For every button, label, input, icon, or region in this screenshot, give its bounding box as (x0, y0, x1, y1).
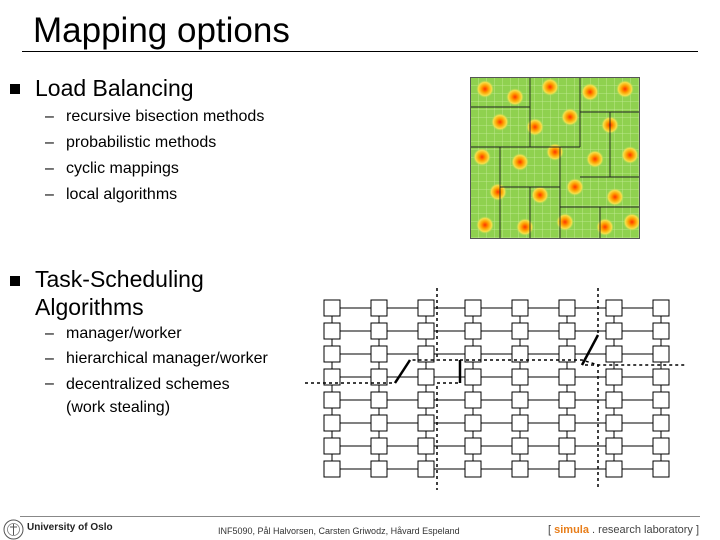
mesh-node (606, 438, 622, 454)
dash-icon: – (45, 160, 54, 177)
mesh-node (606, 346, 622, 362)
mesh-node (371, 300, 387, 316)
mesh-node (512, 392, 528, 408)
partition-boundary (437, 288, 460, 490)
mesh-node (559, 438, 575, 454)
mesh-node (371, 438, 387, 454)
mesh-node (559, 392, 575, 408)
dash-icon: – (45, 134, 54, 151)
mesh-node (559, 323, 575, 339)
list-item: cyclic mappings (66, 160, 179, 177)
heat-spot (596, 218, 614, 236)
dash-icon: – (45, 325, 54, 342)
university-name: University of Oslo (27, 522, 113, 533)
mesh-node (512, 369, 528, 385)
mesh-node (653, 323, 669, 339)
mesh-node (653, 438, 669, 454)
heat-spot (506, 88, 524, 106)
mesh-node (465, 300, 481, 316)
mesh-node (512, 461, 528, 477)
mesh-node (465, 415, 481, 431)
slide-title: Mapping options (33, 11, 290, 50)
mesh-node (324, 346, 340, 362)
heat-spot (621, 146, 639, 164)
mesh-node (512, 323, 528, 339)
mesh-node (324, 415, 340, 431)
footer-divider (20, 516, 700, 517)
mesh-node (606, 392, 622, 408)
mesh-node (653, 461, 669, 477)
mesh-node (418, 415, 434, 431)
mesh-node (418, 323, 434, 339)
mesh-node (653, 369, 669, 385)
heat-spot (476, 216, 494, 234)
mesh-node (465, 438, 481, 454)
section-heading-task-scheduling: Task-Scheduling (35, 266, 204, 292)
mesh-node (324, 461, 340, 477)
mesh-node (653, 346, 669, 362)
mesh-node (606, 415, 622, 431)
heat-spot (516, 218, 534, 236)
heat-spot (546, 143, 564, 161)
mesh-node (371, 346, 387, 362)
mesh-node (559, 300, 575, 316)
load-balancing-heatmap-image (470, 77, 640, 239)
mesh-node (606, 300, 622, 316)
mesh-node (559, 461, 575, 477)
dash-icon: – (45, 375, 54, 392)
processor-mesh-diagram (300, 285, 690, 495)
dash-icon: – (45, 186, 54, 203)
heat-spot (566, 178, 584, 196)
section-heading-load-balancing: Load Balancing (35, 75, 194, 101)
mesh-node (559, 369, 575, 385)
mesh-node (559, 346, 575, 362)
mesh-node (606, 369, 622, 385)
list-item: hierarchical manager/worker (66, 350, 268, 367)
heat-spot (581, 83, 599, 101)
list-item: decentralized schemes (66, 376, 230, 393)
simula-lab-logo: [ simula . research laboratory ] (548, 524, 700, 536)
list-item: probabilistic methods (66, 134, 217, 151)
university-seal-icon (3, 519, 24, 540)
heat-spot (491, 113, 509, 131)
mesh-node (371, 392, 387, 408)
bullet-square-icon (10, 84, 20, 94)
mesh-node (418, 392, 434, 408)
course-authors: INF5090, Pål Halvorsen, Carsten Griwodz, Håvard Espeland (218, 526, 460, 536)
mesh-node (465, 369, 481, 385)
mesh-node (324, 438, 340, 454)
mesh-node (371, 323, 387, 339)
partition-boundary-solid (395, 360, 410, 383)
mesh-node (512, 415, 528, 431)
section-heading-task-scheduling-line2: Algorithms (35, 294, 144, 320)
mesh-node (418, 369, 434, 385)
mesh-node (653, 392, 669, 408)
heat-spot (616, 80, 634, 98)
heat-spot (541, 78, 559, 96)
list-item: recursive bisection methods (66, 108, 265, 125)
partition-boundary-solid (582, 335, 598, 365)
list-item: manager/worker (66, 325, 182, 342)
mesh-node (465, 392, 481, 408)
mesh-node (653, 300, 669, 316)
list-item: (work stealing) (66, 399, 171, 416)
heat-spot (473, 148, 491, 166)
mesh-node (653, 415, 669, 431)
heat-spot (561, 108, 579, 126)
bullet-square-icon (10, 276, 20, 286)
mesh-node (465, 323, 481, 339)
mesh-node (606, 323, 622, 339)
list-item: local algorithms (66, 186, 178, 203)
heat-spot (476, 80, 494, 98)
mesh-node (418, 300, 434, 316)
mesh-node (324, 323, 340, 339)
heat-spot (606, 188, 624, 206)
heat-spot (586, 150, 604, 168)
heat-spot (531, 186, 549, 204)
heat-spot (489, 183, 507, 201)
mesh-node (324, 392, 340, 408)
dash-icon: – (45, 350, 54, 367)
mesh-node (371, 461, 387, 477)
mesh-node (606, 461, 622, 477)
mesh-node (418, 461, 434, 477)
mesh-node (559, 415, 575, 431)
mesh-node (512, 300, 528, 316)
heat-spot (556, 213, 574, 231)
mesh-node (512, 438, 528, 454)
mesh-node (371, 415, 387, 431)
heat-spot (526, 118, 544, 136)
mesh-node (418, 438, 434, 454)
title-divider (22, 51, 698, 52)
mesh-node (465, 461, 481, 477)
dash-icon: – (45, 108, 54, 125)
mesh-node (324, 300, 340, 316)
heat-spot (511, 153, 529, 171)
partition-boundary (582, 288, 598, 490)
